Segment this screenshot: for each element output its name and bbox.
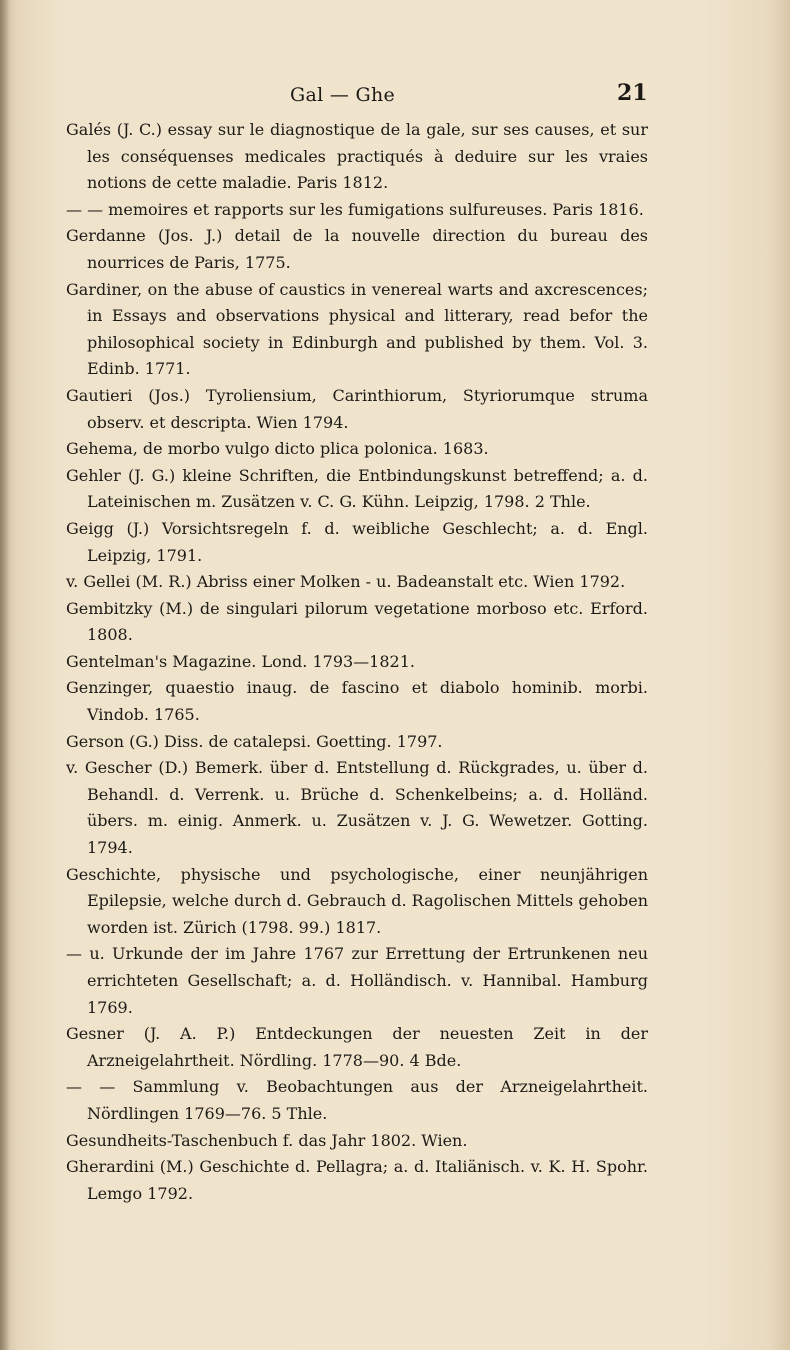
bibliography-entry: Gembitzky (M.) de singulari pilorum vegetatione morboso etc. Erford. 1808.: [66, 598, 648, 645]
bibliography-entry: Gherardini (M.) Geschichte d. Pellagra; a. d. Italiänisch. v. K. H. Spohr. Lemgo 1792.: [66, 1157, 648, 1203]
page-header: [0, 80, 790, 114]
bibliography-entry: v. Gescher (D.) Bemerk. über d. Entstellung d. Rückgrades, u. über d. Behandl. d. Verrenk. u. Brüche d. Schenkelbeins; a. d. Holländ. übers. m. einig. Anmerk. u. Zusätzen v. J. G. Wewetzer. Gotting. 1794.: [66, 758, 648, 858]
bibliography-entry: Genzinger, quaestio inaug. de fascino et diabolo hominib. morbi. Vindob. 1765.: [66, 678, 648, 725]
bibliography-entry: Galés (J. C.) essay sur le diagnostique de la gale, sur ses causes, et sur les conséquenses medicales practiqués à deduire sur les vraies notions de cette maladie. Paris 1812.: [66, 120, 648, 193]
bibliography-entry: — — memoires et rapports sur les fumigations sulfureuses. Paris 1816.: [66, 199, 644, 219]
binding-shadow: [0, 0, 10, 1350]
bibliography-entry: v. Gellei (M. R.) Abriss einer Molken - u. Badeanstalt etc. Wien 1792.: [66, 572, 626, 592]
bibliography-entry: — — Sammlung v. Beobachtungen aus der Arzneigelahrtheit. Nördlingen 1769—76. 5 Thle.: [66, 1077, 648, 1123]
bibliography-entry: Gerdanne (Jos. J.) detail de la nouvelle direction du bureau des nourrices de Paris, 1775.: [66, 226, 648, 272]
bibliography-entry: — u. Urkunde der im Jahre 1767 zur Errettung der Ertrunkenen neu errichteten Gesellschaft; a. d. Holländisch. v. Hannibal. Hamburg 1769.: [66, 944, 648, 1017]
bibliography-entry: Gardiner, on the abuse of caustics in venereal warts and axcrescences; in Essays and observations physical and litterary, read befor the philosophical society in Edinburgh and published by them. Vol. 3. Edinb. 1771.: [66, 279, 648, 379]
bibliography-entry: Geschichte, physische und psychologische, einer neunjährigen Epilepsie, welche durch d. Gebrauch d. Ragolischen Mittels gehoben worden ist. Zürich (1798. 99.) 1817.: [66, 864, 648, 937]
bibliography-entry: Gautieri (Jos.) Tyroliensium, Carinthiorum, Styriorumque struma observ. et descripta. Wien 1794.: [66, 385, 648, 432]
bibliography-entry: Gentelman's Magazine. Lond. 1793—1821.: [66, 651, 415, 671]
bibliography-entry: Geigg (J.) Vorsichtsregeln f. d. weibliche Geschlecht; a. d. Engl. Leipzig, 1791.: [66, 518, 648, 565]
running-head: Gal — Ghe: [290, 84, 396, 106]
bibliography-entry: Gesundheits-Taschenbuch f. das Jahr 1802. Wien.: [66, 1130, 468, 1150]
bibliography-entry: Gehler (J. G.) kleine Schriften, die Entbindungskunst betreffend; a. d. Lateinischen m. Zusätzen v. C. G. Kühn. Leipzig, 1798. 2 Thle.: [66, 465, 648, 512]
bibliography-entry: Gerson (G.) Diss. de catalepsi. Goetting. 1797.: [66, 731, 443, 751]
bibliography-entry: Gesner (J. A. P.) Entdeckungen der neuesten Zeit in der Arzneigelahrtheit. Nördling. 1778—90. 4 Bde.: [66, 1024, 648, 1070]
page-number: 21: [617, 80, 648, 106]
bibliography-entry: Gehema, de morbo vulgo dicto plica polonica. 1683.: [66, 439, 489, 459]
bibliography-list: [66, 117, 648, 1207]
